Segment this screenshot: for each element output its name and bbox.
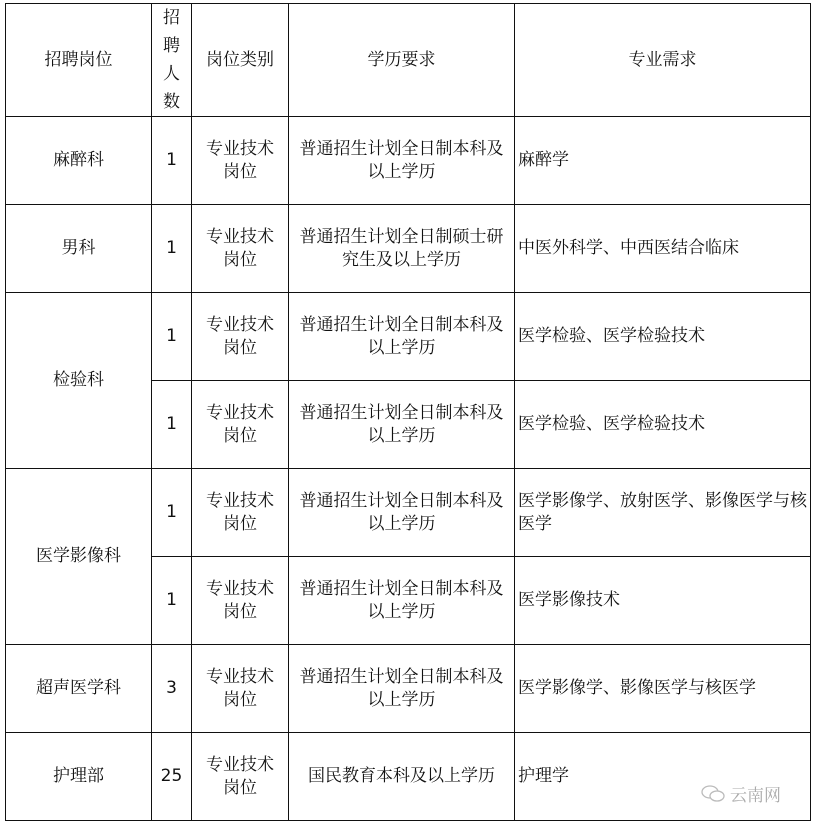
dept-cell: 检验科 (6, 293, 152, 469)
header-education: 学历要求 (289, 4, 515, 117)
major-cell: 医学影像学、影像医学与核医学 (515, 645, 811, 733)
education-cell: 普通招生计划全日制本科及以上学历 (289, 469, 515, 557)
category-cell: 专业技术岗位 (192, 733, 289, 821)
dept-cell: 麻醉科 (6, 117, 152, 205)
category-cell: 专业技术岗位 (192, 557, 289, 645)
category-cell: 专业技术岗位 (192, 205, 289, 293)
table-row (6, 293, 811, 381)
major-cell: 医学影像学、放射医学、影像医学与核医学 (515, 469, 811, 557)
count-cell: 1 (152, 117, 192, 205)
table-row (6, 645, 811, 733)
major-cell: 医学影像技术 (515, 557, 811, 645)
major-cell: 医学检验、医学检验技术 (515, 381, 811, 469)
major-cell: 中医外科学、中西医结合临床 (515, 205, 811, 293)
table-row (6, 117, 811, 205)
dept-cell: 护理部 (6, 733, 152, 821)
dept-cell: 超声医学科 (6, 645, 152, 733)
wechat-icon (700, 784, 726, 804)
header-count: 招聘人数 (152, 4, 192, 117)
count-cell: 25 (152, 733, 192, 821)
category-cell: 专业技术岗位 (192, 469, 289, 557)
recruitment-table (5, 3, 811, 821)
table-row (6, 205, 811, 293)
major-cell: 麻醉学 (515, 117, 811, 205)
count-cell: 1 (152, 469, 192, 557)
education-cell: 普通招生计划全日制硕士研究生及以上学历 (289, 205, 515, 293)
education-cell: 普通招生计划全日制本科及以上学历 (289, 381, 515, 469)
education-cell: 普通招生计划全日制本科及以上学历 (289, 557, 515, 645)
watermark-text: 云南网 (730, 786, 781, 806)
count-cell: 1 (152, 293, 192, 381)
major-cell: 医学检验、医学检验技术 (515, 293, 811, 381)
category-cell: 专业技术岗位 (192, 645, 289, 733)
category-cell: 专业技术岗位 (192, 293, 289, 381)
header-dept: 招聘岗位 (6, 4, 152, 117)
count-cell: 1 (152, 381, 192, 469)
education-cell: 国民教育本科及以上学历 (289, 733, 515, 821)
dept-cell: 男科 (6, 205, 152, 293)
major-cell: 护理学 (515, 733, 811, 821)
table-row (6, 469, 811, 557)
education-cell: 普通招生计划全日制本科及以上学历 (289, 117, 515, 205)
header-category: 岗位类别 (192, 4, 289, 117)
education-cell: 普通招生计划全日制本科及以上学历 (289, 293, 515, 381)
header-major: 专业需求 (515, 4, 811, 117)
count-cell: 1 (152, 205, 192, 293)
category-cell: 专业技术岗位 (192, 381, 289, 469)
table-row (6, 733, 811, 821)
dept-cell: 医学影像科 (6, 469, 152, 645)
category-cell: 专业技术岗位 (192, 117, 289, 205)
education-cell: 普通招生计划全日制本科及以上学历 (289, 645, 515, 733)
count-cell: 3 (152, 645, 192, 733)
count-cell: 1 (152, 557, 192, 645)
watermark (700, 781, 781, 806)
header-row (6, 4, 811, 117)
